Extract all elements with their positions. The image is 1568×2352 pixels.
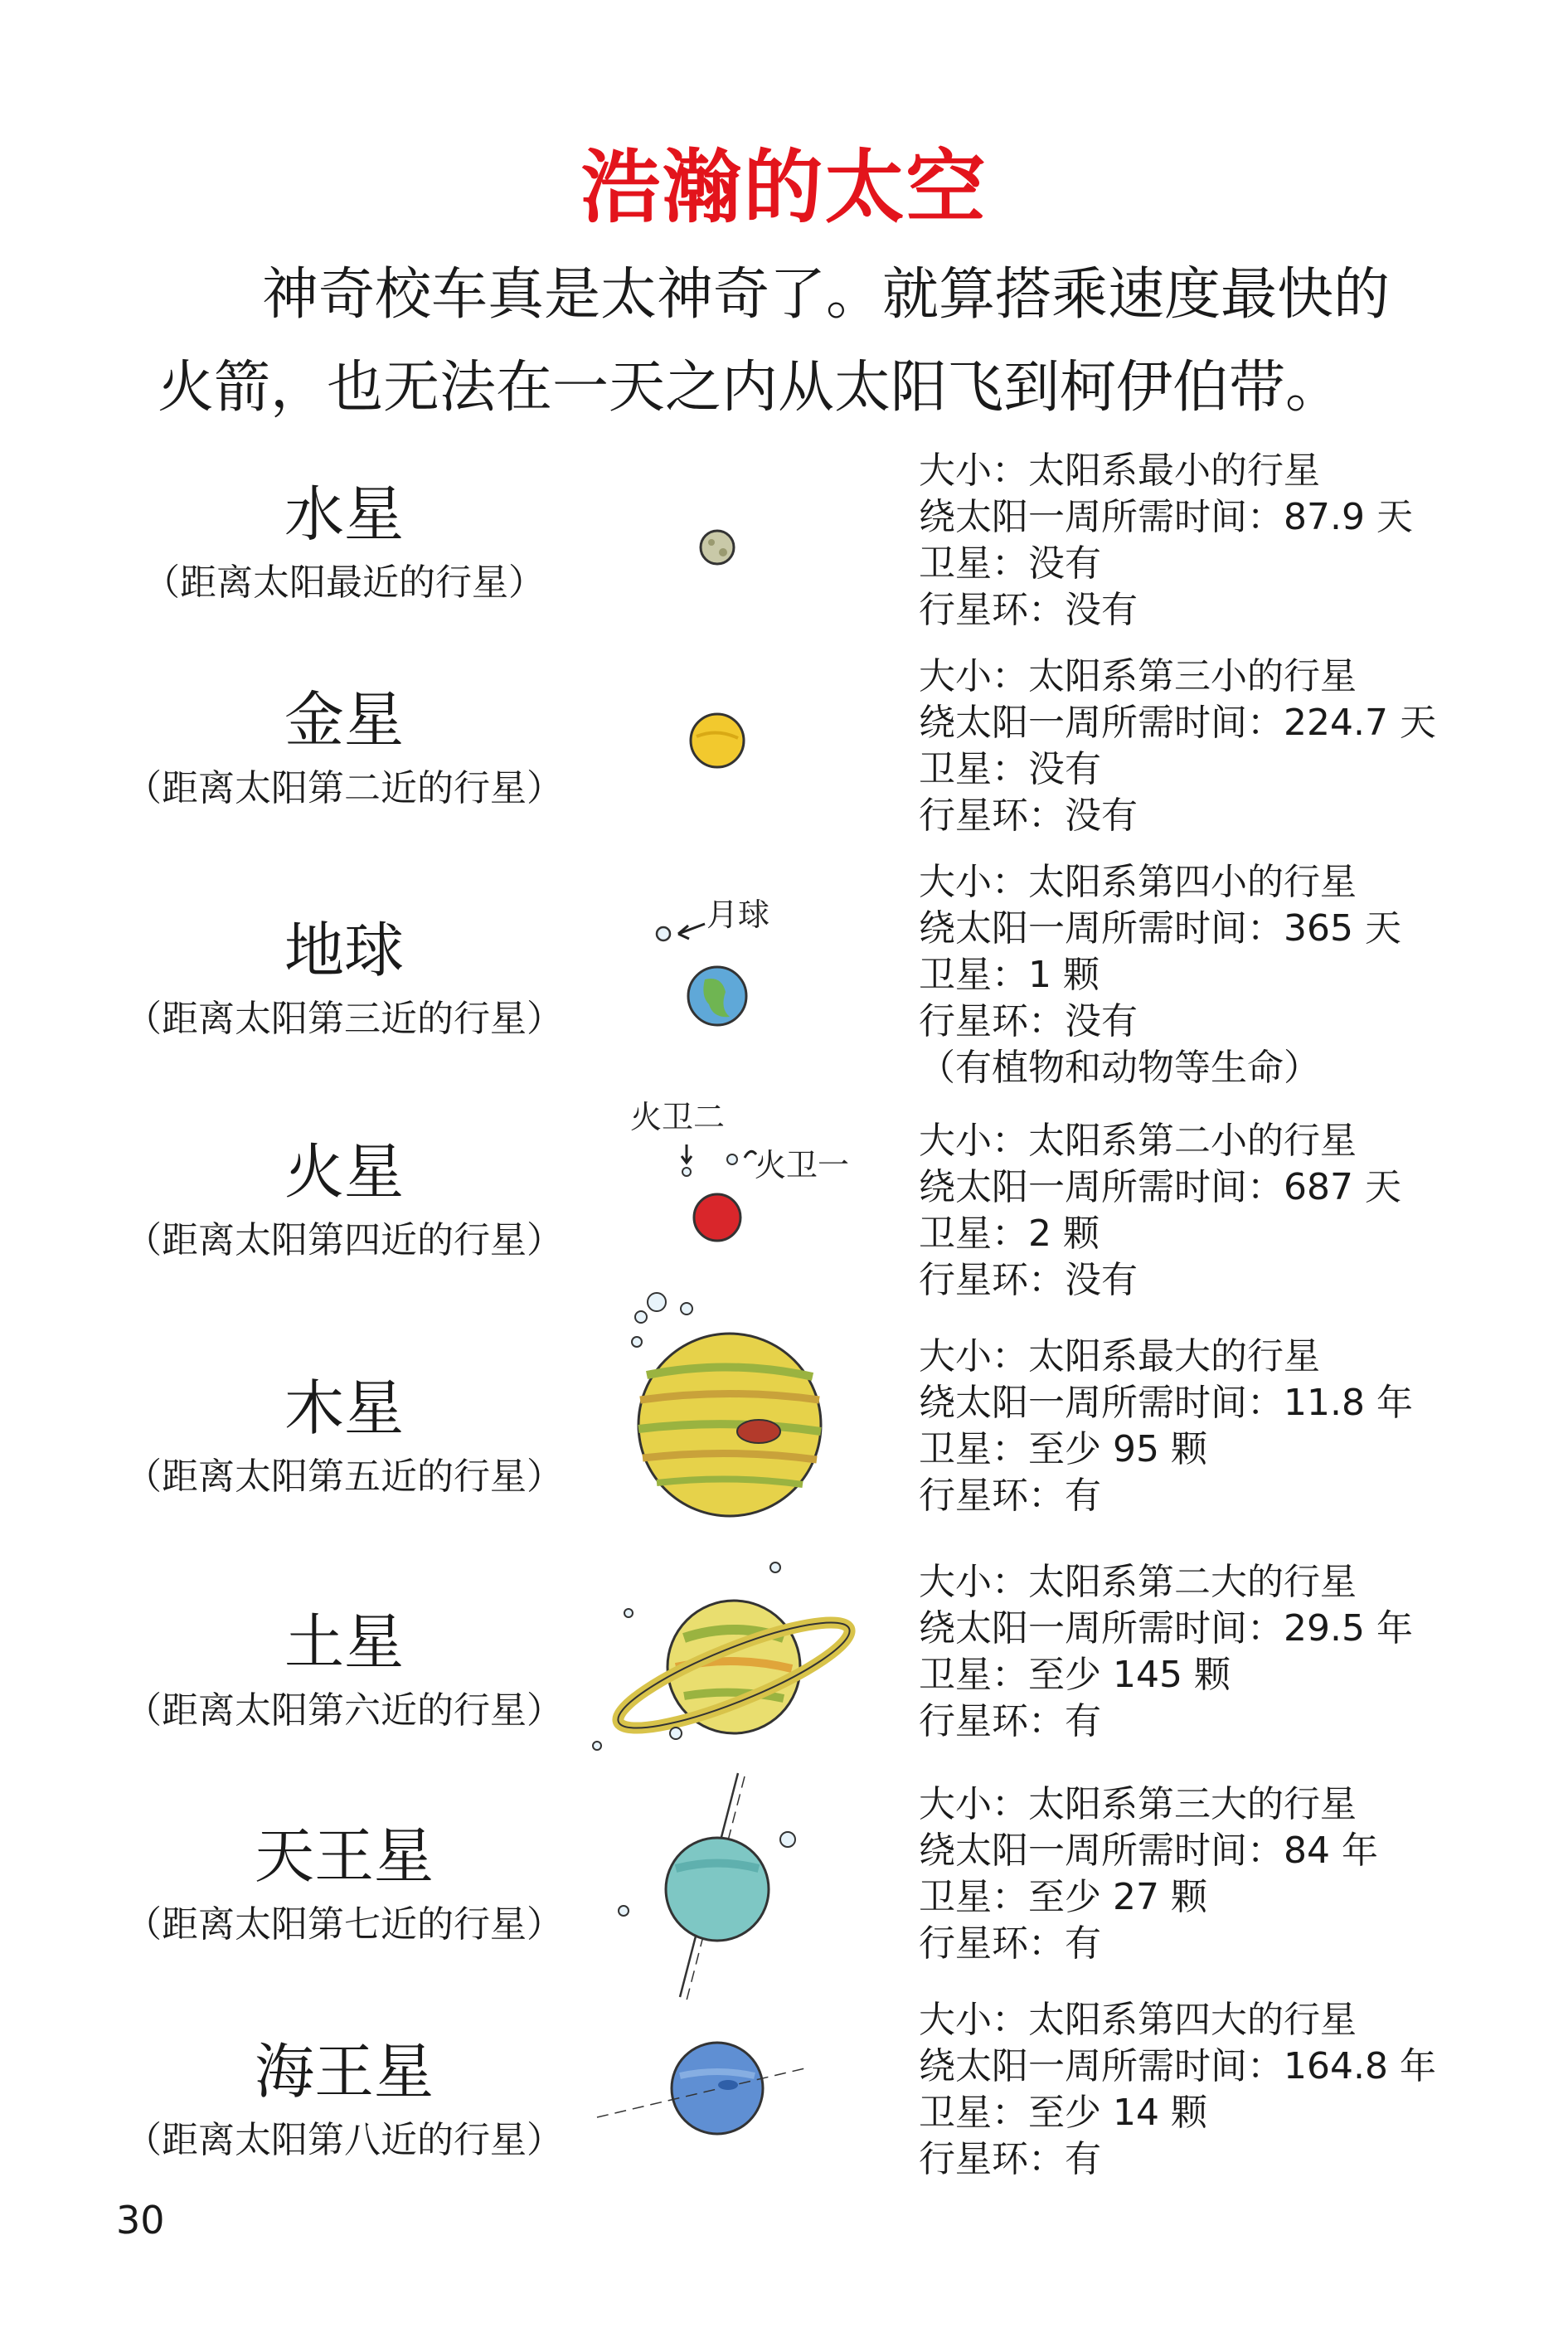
info-size: 大小：太阳系第四小的行星 [919, 861, 1357, 903]
planet-info [919, 448, 1549, 634]
planet-title-block [108, 683, 580, 814]
info-size: 大小：太阳系第二小的行星 [919, 1120, 1357, 1162]
planet-info [919, 859, 1549, 1091]
info-size: 大小：太阳系第二大的行星 [919, 1561, 1357, 1603]
info-moons: 卫星：2 颗 [919, 1212, 1100, 1255]
info-life-note: （有植物和动物等生命） [919, 1047, 1320, 1089]
jupiter-icon [580, 1284, 912, 1533]
planet-name: 海王星 [254, 2037, 434, 2107]
planet-info [919, 1118, 1549, 1304]
planet-distance-note: （距离太阳第七近的行星） [125, 1903, 563, 1946]
planet-distance-note: （距离太阳第五近的行星） [125, 1455, 563, 1498]
planet-distance-note: （距离太阳第二近的行星） [125, 767, 563, 809]
info-rings: 行星环：有 [919, 1475, 1101, 1517]
info-rings: 行星环：没有 [919, 1259, 1138, 1301]
planet-title-block [108, 477, 580, 608]
planet-name: 金星 [284, 685, 404, 755]
info-moons: 卫星：没有 [919, 542, 1101, 585]
planet-name: 火星 [284, 1137, 404, 1207]
planet-name: 水星 [284, 479, 404, 549]
planet-name: 木星 [284, 1373, 404, 1443]
info-size: 大小：太阳系第三小的行星 [919, 655, 1357, 697]
page-title: 浩瀚的太空 [580, 141, 988, 234]
info-rings: 行星环：有 [919, 1922, 1101, 1965]
phobos-label: 火卫一 [755, 1147, 850, 1183]
intro-line-2: 火箭，也无法在一天之内从太阳飞到柯伊伯带。 [158, 355, 1342, 420]
planet-title-block [108, 2034, 580, 2165]
neptune-icon [580, 2030, 912, 2163]
intro-paragraph [158, 249, 1451, 435]
info-rings: 行星环：有 [919, 2138, 1101, 2180]
info-orbit: 绕太阳一周所需时间：29.5 年 [919, 1607, 1413, 1650]
info-size: 大小：太阳系最大的行星 [919, 1335, 1320, 1378]
planet-info [919, 1781, 1549, 1967]
info-orbit: 绕太阳一周所需时间：164.8 年 [919, 2045, 1436, 2087]
planet-info [919, 1334, 1549, 1519]
planet-info [919, 1559, 1549, 1745]
planet-title-block [108, 1819, 580, 1950]
info-moons: 卫星：至少 145 颗 [919, 1654, 1231, 1696]
planet-distance-note: （距离太阳第三近的行星） [125, 998, 563, 1040]
info-rings: 行星环：没有 [919, 589, 1138, 631]
planet-distance-note: （距离太阳第四近的行星） [125, 1219, 563, 1261]
info-moons: 卫星：没有 [919, 748, 1101, 790]
uranus-icon [580, 1765, 912, 2005]
planet-name: 地球 [284, 916, 404, 985]
venus-icon [580, 695, 912, 795]
planet-name: 天王星 [254, 1821, 434, 1891]
moon-label: 月球 [706, 897, 770, 933]
info-size: 大小：太阳系最小的行星 [919, 450, 1320, 492]
info-orbit: 绕太阳一周所需时间：224.7 天 [919, 702, 1436, 744]
deimos-label: 火卫二 [630, 1099, 726, 1135]
info-moons: 卫星：至少 27 颗 [919, 1876, 1207, 1918]
saturn-icon [580, 1551, 912, 1766]
info-moons: 卫星：至少 14 颗 [919, 2092, 1207, 2134]
info-moons: 卫星：1 颗 [919, 954, 1100, 996]
mercury-icon [580, 506, 912, 605]
planet-distance-note: （距离太阳最近的行星） [143, 561, 545, 604]
info-rings: 行星环：没有 [919, 795, 1138, 837]
planet-info [919, 1997, 1549, 2183]
mars-icon [580, 1093, 912, 1259]
intro-line-1: 神奇校车真是太神奇了。就算搭乘速度最快的 [262, 262, 1391, 328]
info-orbit: 绕太阳一周所需时间：365 天 [919, 907, 1401, 950]
planet-name: 土星 [284, 1607, 404, 1677]
info-orbit: 绕太阳一周所需时间：687 天 [919, 1166, 1401, 1208]
info-orbit: 绕太阳一周所需时间：84 年 [919, 1830, 1378, 1872]
planet-info [919, 654, 1549, 839]
info-rings: 行星环：没有 [919, 1000, 1138, 1042]
planet-title-block [108, 913, 580, 1044]
info-moons: 卫星：至少 95 颗 [919, 1428, 1207, 1470]
planet-distance-note: （距离太阳第六近的行星） [125, 1689, 563, 1732]
info-orbit: 绕太阳一周所需时间：87.9 天 [919, 496, 1413, 538]
info-rings: 行星环：有 [919, 1700, 1101, 1742]
info-size: 大小：太阳系第四大的行星 [919, 1999, 1357, 2041]
planet-distance-note: （距离太阳第八近的行星） [125, 2119, 563, 2161]
page-number: 30 [116, 2198, 165, 2243]
planet-title-block [108, 1371, 580, 1502]
planet-title-block [108, 1135, 580, 1266]
planet-title-block [108, 1605, 580, 1736]
info-orbit: 绕太阳一周所需时间：11.8 年 [919, 1382, 1413, 1424]
info-size: 大小：太阳系第三大的行星 [919, 1783, 1357, 1825]
earth-icon [580, 876, 912, 1042]
